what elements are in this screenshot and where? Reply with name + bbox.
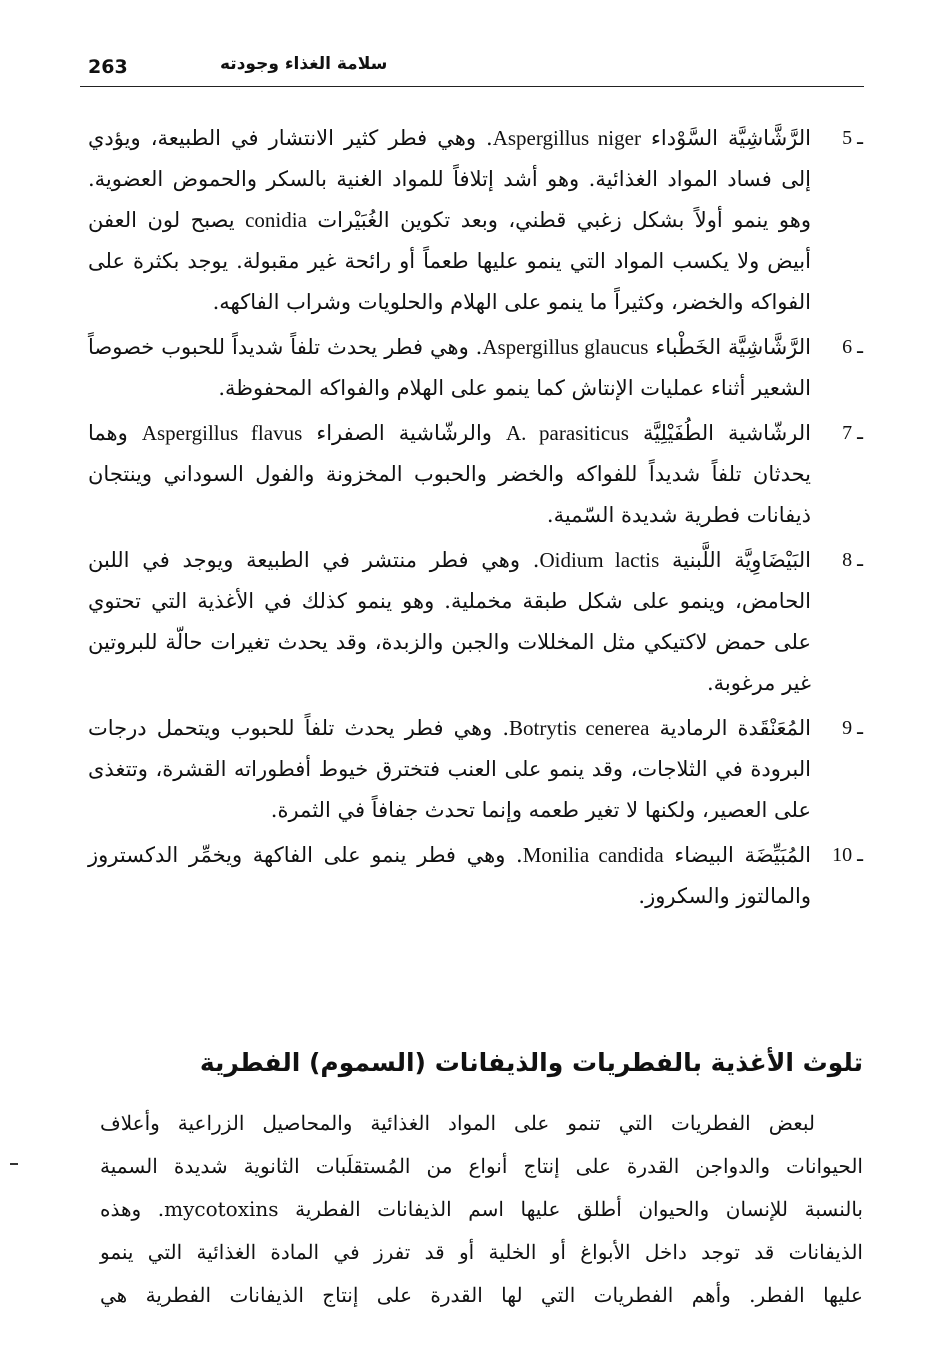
item-latin-name: Aspergillus niger — [492, 126, 641, 150]
item-text: . وهي فطر يحدث تلفاً للحبوب ويتحمل درجات البرودة في الثلاجات، وقد ينمو على العنب فتخترق خيوط أفطوراته القشرة، وتتغذى على العصير، ولكنها لا تغير طعمه وإنما تحدث جفافاً في الثمرة. — [88, 716, 811, 822]
list-item — [88, 708, 863, 831]
list-item — [88, 413, 863, 536]
body-paragraph — [100, 1102, 863, 1317]
item-latin-name: Oidium lactis — [539, 548, 660, 572]
item-latin-name: Botrytis cenerea — [509, 716, 650, 740]
item-latin-term: conidia — [245, 208, 307, 232]
item-arabic-name: الرَّشَّاشِيَّة السَّوْداء — [651, 126, 811, 150]
item-body — [88, 118, 811, 323]
item-number: 10 ـ — [832, 844, 863, 866]
item-arabic-name: المُعَنْقَدة الرمادية — [659, 716, 811, 740]
item-latin-name: A. parasiticus — [506, 421, 629, 445]
fungi-list — [88, 118, 863, 917]
page-number: 263 — [88, 56, 128, 78]
item-text: . وهي فطر يحدث تلفاً شديداً للحبوب خصوصاً الشعير أثناء عمليات الإنتاش كما ينمو على الهلام والفواكه المحفوظة. — [88, 335, 811, 400]
running-title: سلامة الغذاء وجودته — [220, 54, 388, 74]
item-arabic-name: الرَّشَّاشِيَّة الخَطْباء — [655, 335, 811, 359]
item-latin-name: Aspergillus glaucus — [482, 335, 649, 359]
list-item — [88, 540, 863, 704]
item-number: 7 ـ — [842, 422, 863, 444]
item-text: . وهي فطر منتشر في الطبيعة ويوجد في اللبن الحامض، وينمو على شكل طبقة مخملية. وهو ينمو كذلك في الأغذية التي تحتوي على حمض لاكتيكي مثل المخللات والجبن والزبدة، وقد يحدث تغيرات حالّة للبروتين غير مرغوبة. — [88, 548, 812, 695]
item-latin-name: Monilia candida — [522, 843, 664, 867]
item-number: 5 ـ — [842, 127, 863, 149]
item-body — [88, 708, 811, 831]
item-text-continued: وهما يحدثان تلفاً شديداً للفواكه والخضر والحبوب المخزونة والفول السوداني وينتجان ذيفانات فطرية شديدة السّمية. — [88, 421, 811, 527]
section-heading: تلوث الأغذية بالفطريات والذيفانات (السموم) الفطرية — [199, 1048, 863, 1077]
running-header — [80, 52, 864, 87]
item-number: 6 ـ — [842, 336, 863, 358]
list-item — [88, 327, 863, 409]
paragraph-line: عليها الفطر. وأهم الفطريات التي لها القدرة على إنتاج الذيفانات الفطرية هي — [100, 1283, 863, 1307]
item-body — [88, 540, 811, 704]
paragraph-line: بالنسبة للإنسان والحيوان أطلق عليها اسم الذيفانات الفطرية mycotoxins. وهذه — [100, 1197, 863, 1221]
paragraph-line: الحيوانات والدواجن القدرة على إنتاج أنواع من المُستقلَبات الثانوية شديدة السمية — [100, 1154, 863, 1178]
list-item — [88, 118, 863, 323]
item-number: 8 ـ — [842, 549, 863, 571]
paragraph-line: لبعض الفطريات التي تنمو على المواد الغذائية والمحاصيل الزراعية وأعلاف — [100, 1111, 815, 1135]
item-latin-name-2: Aspergillus flavus — [141, 421, 303, 445]
margin-mark — [10, 1163, 18, 1165]
item-text-continued: يصبح لون العفن أبيض ولا يكسب المواد التي ينمو عليها طعماً أو رائحة غير مقبولة. يوجد بكثرة على الفواكه والخضر، وكثيراً ما ينمو على الهلام والحلويات وشراب الفاكهه. — [88, 208, 811, 314]
item-body — [88, 835, 811, 917]
item-body — [88, 327, 811, 409]
item-text: . وهي فطر ينمو على الفاكهة ويخمِّر الدكستروز والمالتوز والسكروز. — [88, 843, 811, 908]
list-item — [88, 835, 863, 917]
item-number: 9 ـ — [842, 717, 863, 739]
paragraph-line: الذيفانات قد توجد داخل الأبواغ أو الخلية أو قد تفرز في المادة الغذائية التي ينمو — [100, 1240, 863, 1264]
item-body — [88, 413, 811, 536]
item-arabic-name: الرشّاشية الطُفَيْلِيَّة — [642, 421, 811, 445]
item-arabic-name: البَيْضَاوِيَّة اللَّبنية — [672, 548, 811, 572]
item-arabic-name: المُبَيِّضَة البيضاء — [674, 843, 811, 867]
item-text: . وهي فطر كثير الانتشار في الطبيعة، ويؤدي إلى فساد المواد الغذائية. وهو أشد إتلافاً للمواد الغنية بالسكر والحموض العضوية. وهو ينمو أولاً بشكل زغبي قطني، وبعد تكوين الغُبَيْرات — [88, 126, 811, 232]
item-text: والرشّاشية الصفراء — [316, 421, 492, 445]
